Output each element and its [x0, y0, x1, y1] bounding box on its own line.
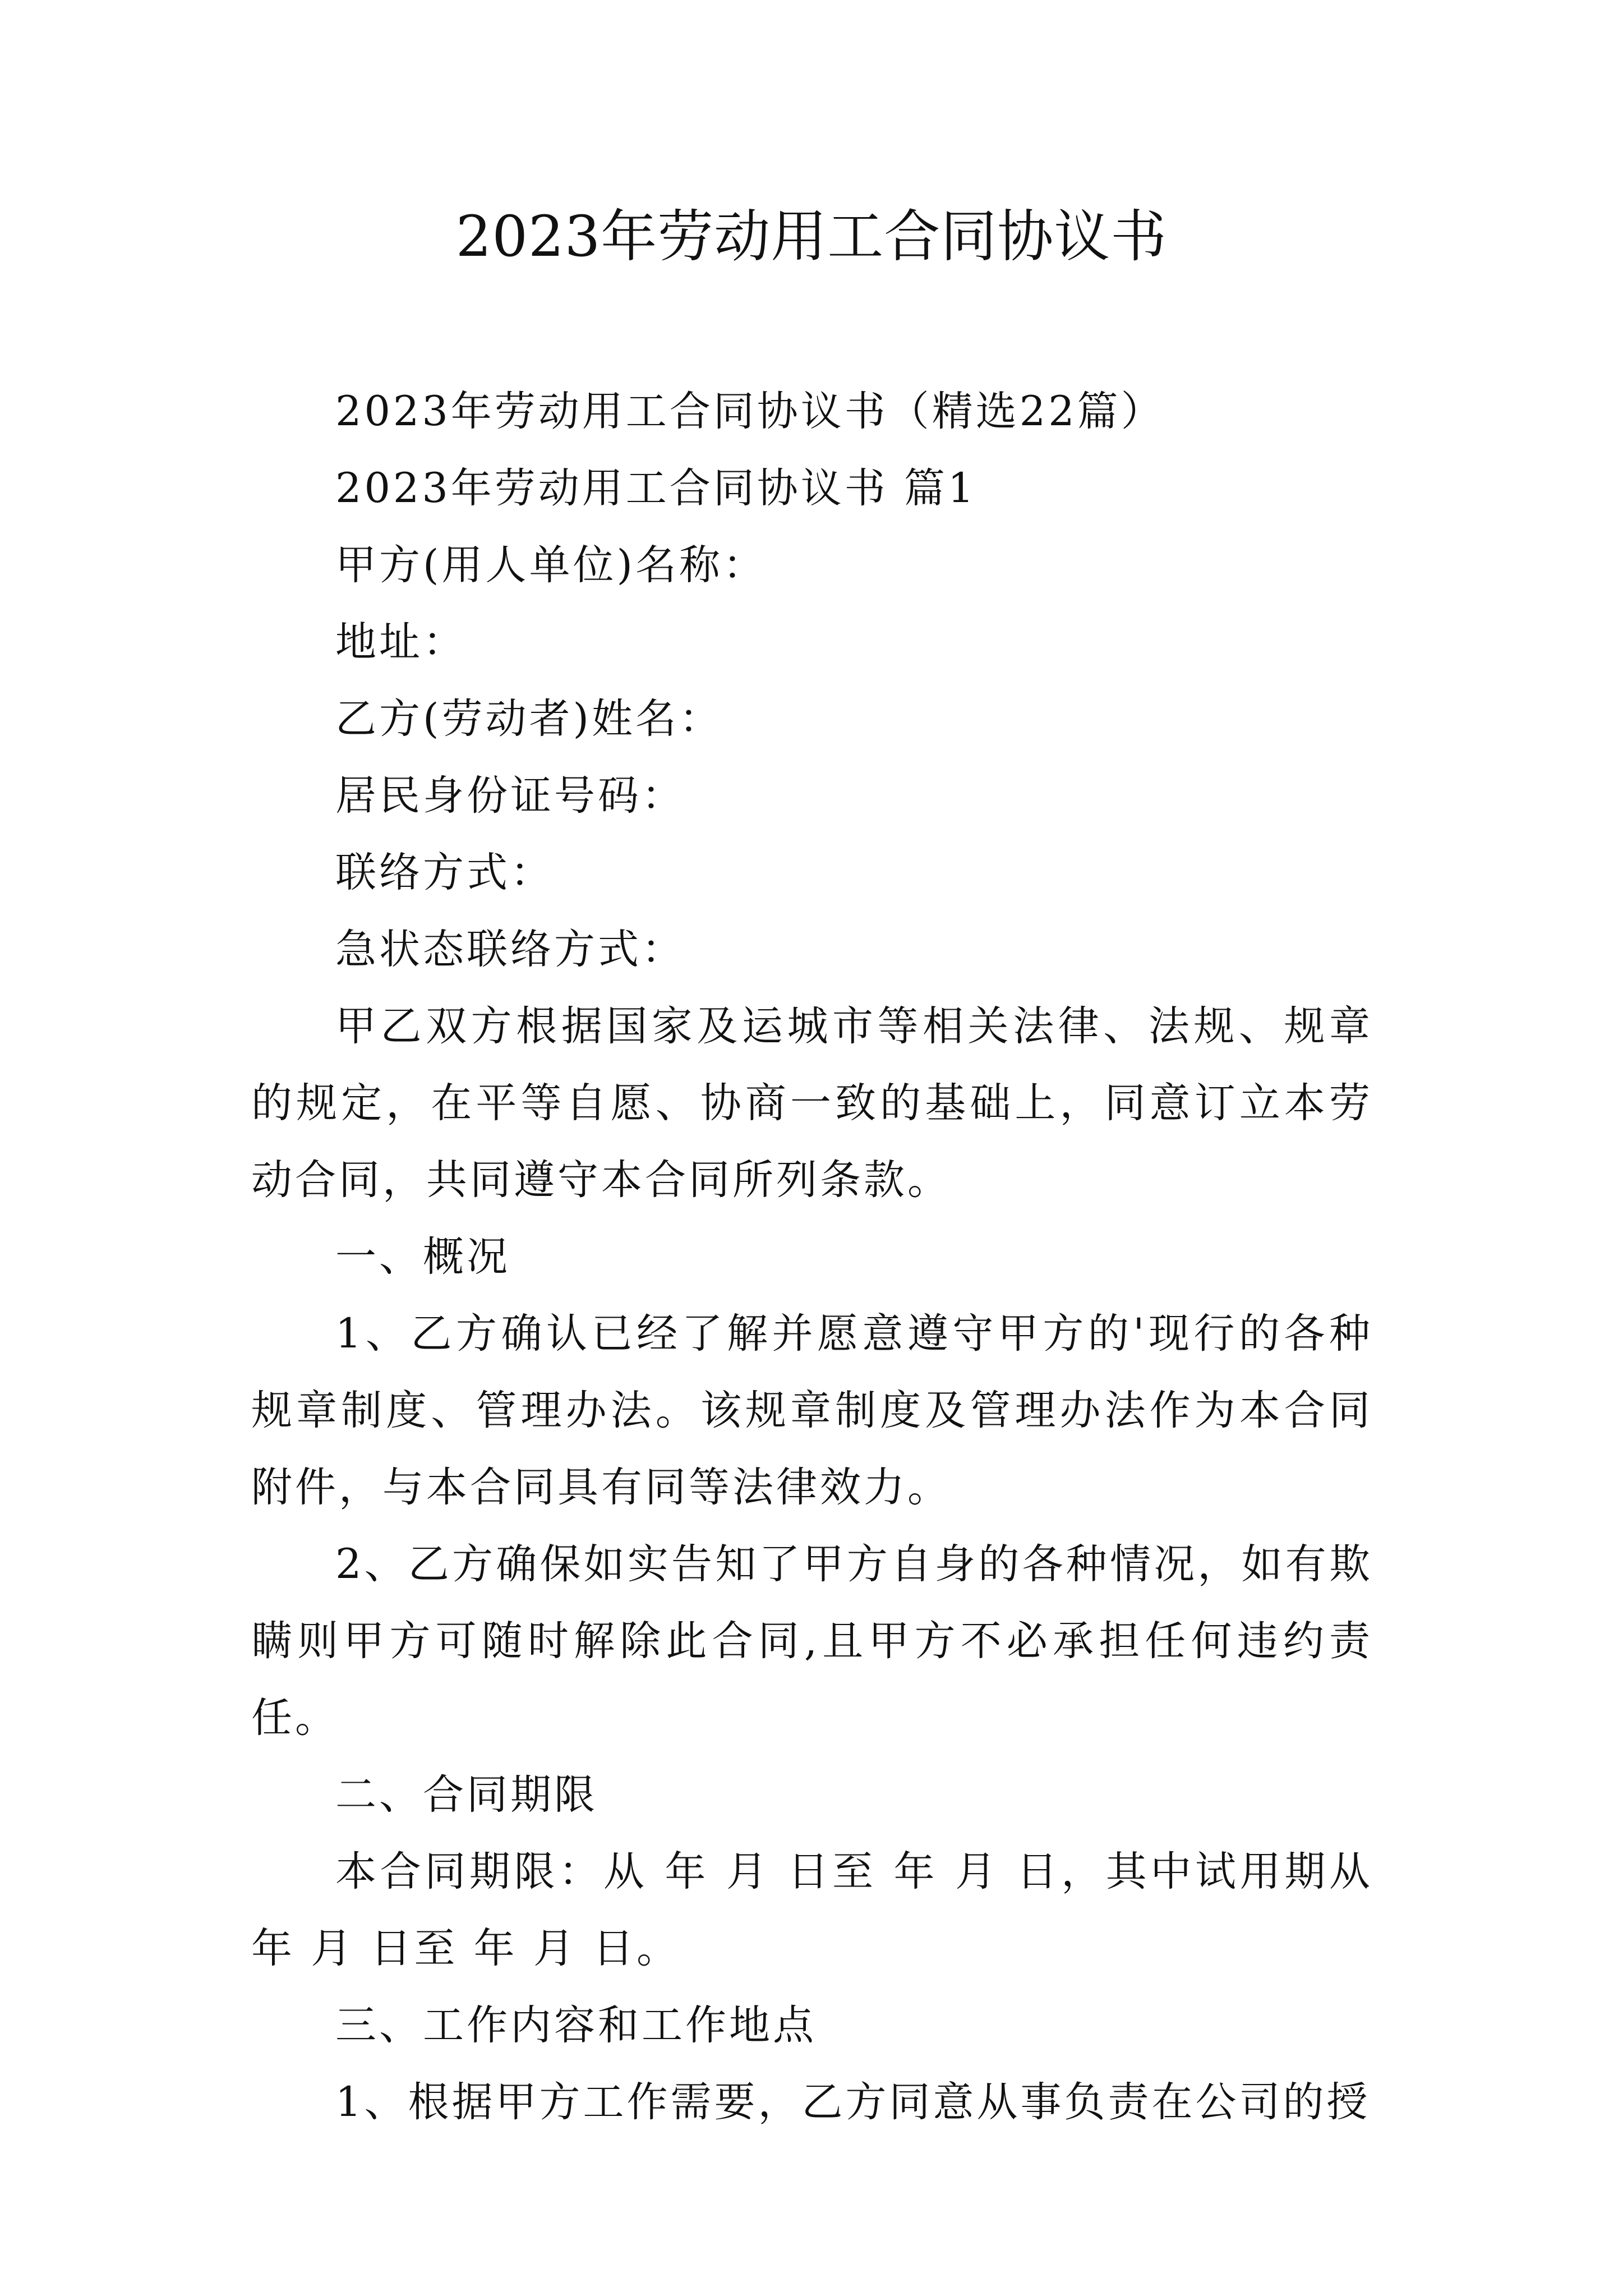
- clause-3-1: 1、根据甲方工作需要，乙方同意从事负责在公司的授: [335, 2078, 1371, 2126]
- paragraph-section-heading: 2023年劳动用工合同协议书 篇1: [335, 464, 977, 512]
- field-address: 地址：: [335, 618, 467, 666]
- field-party-a-name: 甲方(用人单位)名称：: [335, 541, 767, 589]
- document-body: [251, 373, 1373, 2141]
- heading-work-content-location: 三、工作内容和工作地点: [335, 2001, 817, 2049]
- field-contact: 联络方式：: [335, 849, 554, 896]
- heading-general: 一、概况: [335, 1233, 510, 1281]
- paragraph-subtitle: 2023年劳动用工合同协议书（精选22篇）: [335, 388, 1165, 435]
- paragraph-preamble: 甲乙双方根据国家及运城市等相关法律、法规、规章的规定，在平等自愿、协商一致的基础上，同意订立本劳动合同，共同遵守本合同所列条款。: [251, 1002, 1373, 1204]
- field-party-b-name: 乙方(劳动者)姓名：: [335, 695, 723, 743]
- clause-contract-term: 本合同期限：从 年 月 日至 年 月 日，其中试用期从年 月 日至 年 月 日。: [251, 1848, 1373, 1972]
- field-emergency-contact: 急状态联络方式：: [335, 926, 685, 973]
- clause-1-1: 1、乙方确认已经了解并愿意遵守甲方的'现行的各种规章制度、管理办法。该规章制度及管理办法作为本合同附件，与本合同具有同等法律效力。: [251, 1310, 1373, 1511]
- document-title: 2023年劳动用工合同协议书: [455, 204, 1168, 269]
- heading-contract-term: 二、合同期限: [335, 1771, 598, 1819]
- clause-1-2: 2、乙方确保如实告知了甲方自身的各种情况，如有欺瞒则甲方可随时解除此合同,且甲方不必承担任何违约责任。: [251, 1540, 1373, 1742]
- field-id-number: 居民身份证号码：: [335, 772, 685, 820]
